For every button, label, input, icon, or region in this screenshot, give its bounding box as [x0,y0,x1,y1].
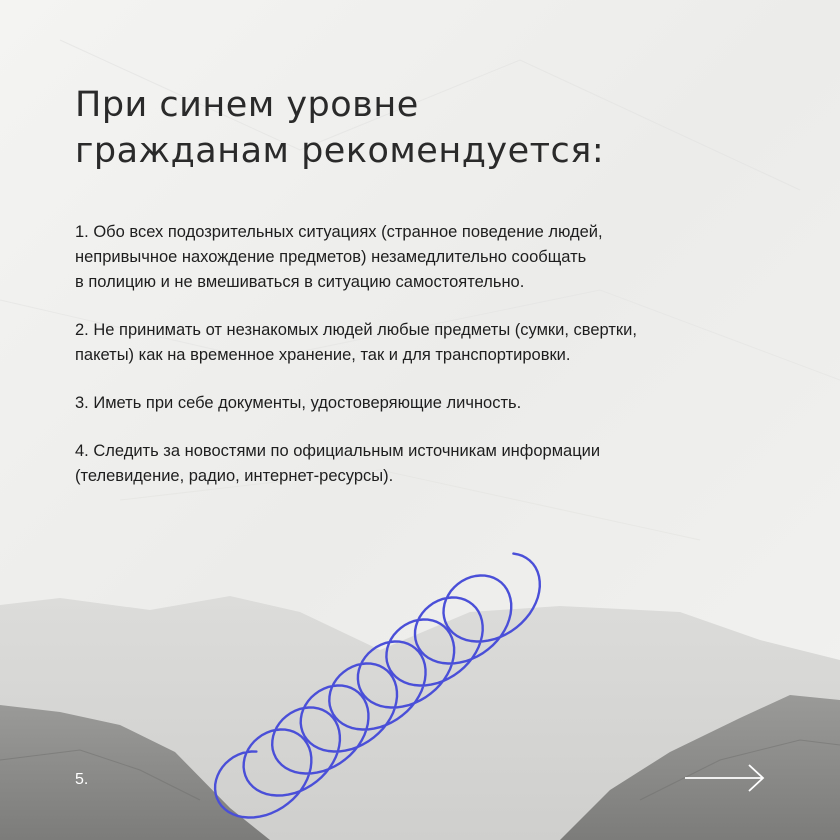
list-item-line: 3. Иметь при себе документы, удостоверяющие личность. [75,394,522,412]
list-item-line: 1. Обо всех подозрительных ситуациях (странное поведение людей, [75,223,603,241]
list-item-line: 2. Не принимать от незнакомых людей любые предметы (сумки, свертки, [75,321,637,339]
arrow-right-icon[interactable] [683,762,768,794]
title-line-2: гражданам рекомендуется: [75,131,605,171]
list-item-line: в полицию и не вмешиваться в ситуацию самостоятельно. [75,273,525,291]
list-item-line: пакеты) как на временное хранение, так и для транспортировки. [75,346,571,364]
list-item-line: (телевидение, радио, интернет-ресурсы). [75,467,394,485]
page-number: 5. [75,771,89,788]
list-item-line: 4. Следить за новостями по официальным источникам информации [75,442,601,460]
title-line-1: При синем уровне [75,85,419,125]
list-item-line: непривычное нахождение предметов) незамедлительно сообщать [75,248,587,266]
